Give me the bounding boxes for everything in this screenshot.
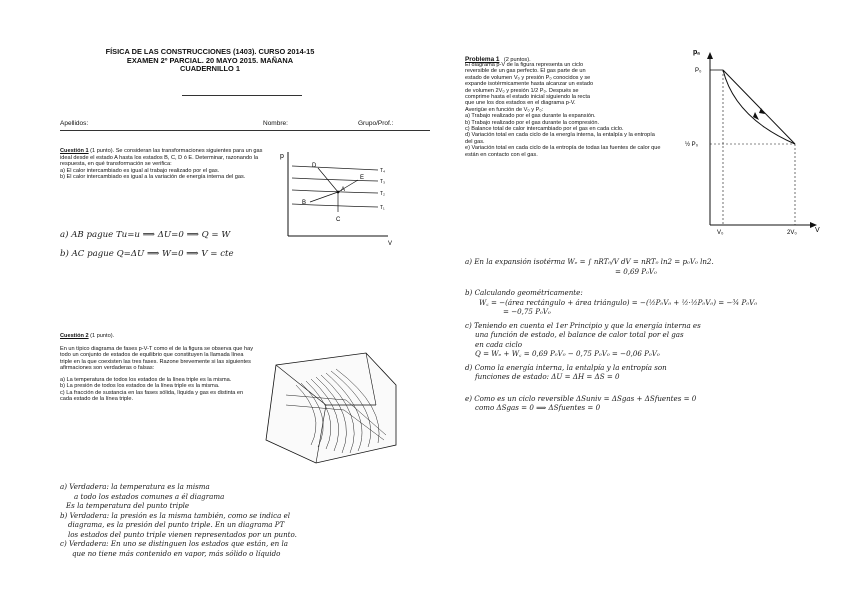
answer-d-line-2: funciones de estado: ΔU = ΔH = ΔS = 0 (475, 372, 620, 381)
q1-diagram-b: B (302, 200, 307, 206)
problem-line: a) Trabajo realizado por el gas durante la expansión. (465, 113, 596, 120)
q1-text: Se consideran las transformaciones siguientes para un gas ideal desde el estado A hasta los estados B, C, D ó E. Determinar, razonando la respuesta, en qué transformación se verifica: (60, 148, 263, 167)
q2-item-c: c) La fracción de sustancia en las fases sólida, líquida y gas es distinta en cada estado de la línea triple. (60, 389, 244, 402)
header-line-1: FÍSICA DE LAS CONSTRUCCIONES (1403). CURSO 2014-15 (105, 47, 315, 56)
q1-pv-diagram (278, 146, 398, 246)
q1-diagram-e: E (360, 175, 365, 181)
answer-b-line-3: = −0,75 P₀V₀ (503, 307, 551, 316)
answer-c-line-2: una función de estado, el balance de calor total por el gas (475, 330, 684, 339)
q1-diagram-p-label: p (280, 153, 284, 160)
problem-line: expande isotérmicamente hasta alcanzar un estado (465, 81, 594, 88)
answer-b-line-2: W꜀ = −(área rectángulo + área triángulo) = −(½P₀V₀ + ½·½P₀V₀) = −¾ P₀V₀ (479, 297, 758, 307)
fields-underline (60, 130, 430, 131)
q2-text: En un típico diagrama de fases p-V-T como el de la figura se observa que hay todo un conjunto de estados de equilibrio que constituyen la llamada línea triple en la que coexisten las tres fases. Razone brevemente si las siguientes afirmaciones son verdaderas o falsas: (60, 345, 253, 371)
problem-1-points: (2 puntos). (503, 57, 531, 63)
problem-pv-diagram (675, 40, 825, 240)
answer-a-line-1: a) En la expansión isotérma Wₑ = ∫ nRT₀/V dV = nRT₀ ln2 = p₀V₀ ln2. (465, 257, 714, 266)
q1-diagram-v-label: V (388, 241, 393, 246)
q2-answer-c1: c) Verdadera: En uno se distinguen los estados que están, en la (60, 539, 288, 548)
pv-v-axis-label: V (815, 227, 820, 234)
q1-diagram-c: C (336, 217, 341, 223)
problem-line: estado de volumen V₀ y presión P₀ conocidos y se (465, 74, 591, 81)
answer-a-line-2: = 0,69 P₀V₀ (615, 266, 657, 276)
q1-points: (1 punto). (90, 148, 115, 154)
q1-diagram-t2: T₂ (380, 191, 385, 197)
problem-line: de volumen 2V₀ y presión 1/2 P₀. Después se (465, 87, 579, 94)
field-nombre: Nombre: (263, 120, 288, 127)
pv-half-p0-label: ½ P₀ (685, 142, 699, 148)
q2-item-b: b) La presión de todos los estados de la línea triple es la misma. (60, 383, 220, 389)
problem-1-title: Problema 1 (465, 56, 500, 63)
question-1 (60, 148, 270, 181)
q1-item-b: b) El calor intercambiado es igual a la variación de energía interna del gas. (60, 174, 246, 180)
answer-c-line-3: en cada ciclo (475, 339, 523, 349)
pv-2v0-label: 2V₀ (787, 230, 797, 236)
answer-b-line-1: b) Calculando geométricamente: (465, 288, 583, 297)
field-grupo: Grupo/Prof.: (358, 120, 394, 127)
q2-points: (1 punto). (90, 333, 115, 339)
problem-1-answers (465, 257, 835, 413)
problem-line: c) Balance total de calor intercambiado por el gas en cada ciclo. (465, 126, 624, 133)
question-2 (60, 333, 256, 403)
q2-pvt-diagram (256, 345, 406, 470)
q2-answer-b3: los estados del punto triple vienen representados por un punto. (68, 529, 297, 539)
q1-diagram-t4: T₄ (380, 168, 386, 174)
problem-line: d) Variación total en cada ciclo de la energía interna, la entalpía y la entropía del gas. (465, 132, 655, 145)
problem-line: comprime hasta el estado inicial siguiendo la recta (465, 94, 590, 101)
q2-answer-c2: que no tiene más contenido en vapor, más sólido o líquido (72, 548, 281, 558)
exam-header (95, 48, 325, 74)
q2-title: Cuestión 2 (60, 333, 89, 339)
q2-answer-b2: diagrama, es la presión del punto triple. En un diagrama PT (68, 520, 285, 529)
answer-c-line-1: c) Teniendo en cuenta el 1er Principio y que la energía interna es (465, 320, 701, 330)
answer-e-line-2: como ΔSgas = 0 ⟹ ΔSfuentes = 0 (475, 403, 601, 412)
header-line-2: EXAMEN 2º PARCIAL. 20 MAYO 2015. MAÑANA (126, 55, 294, 65)
q1-answer-b: b) AC pague Q=ΔU ⟹ W=0 ⟹ V = cte (60, 249, 234, 259)
pv-v0-label: V₀ (717, 230, 724, 236)
field-apellidos: Apellidos: (60, 120, 89, 127)
answer-e-line-1: e) Como es un ciclo reversible ΔSuniv = ΔSgas + ΔSfuentes = 0 (465, 393, 697, 403)
answer-d-line-1: d) Como la energía interna, la entalpía y la entropía son (465, 362, 667, 372)
answer-c-line-4: Q = Wₑ + W꜀ = 0,69 P₀V₀ − 0,75 P₀V₀ = −0,06 P₀V₀ (475, 349, 660, 358)
q2-item-a: a) La temperatura de todos los estados de la línea triple es la misma. (60, 376, 232, 383)
q1-diagram-d: D (312, 163, 317, 169)
pv-p-axis-label: pₐ (693, 49, 700, 56)
q1-title: Cuestión 1 (60, 148, 89, 154)
q1-item-a: a) El calor intercambiado es igual al trabajo realizado por el gas. (60, 167, 220, 174)
problem-line: reversible de un gas perfecto. El gas parte de un (465, 68, 586, 75)
problem-line: e) Variación total en cada ciclo de la entropía de todas las fuentes de calor que están en contacto con el gas. (465, 145, 661, 158)
problem-line: El diagrama p-V de la figura representa un ciclo (465, 62, 584, 68)
problem-1-statement (465, 62, 663, 158)
problem-line: Averigüe en función de V₀ y P₀: (465, 106, 544, 113)
pv-p0-label: P₀ (695, 68, 702, 74)
problem-line: b) Trabajo realizado por el gas durante la compresión. (465, 119, 600, 126)
q2-answers (60, 482, 400, 558)
q2-answer-a1: a) Verdadera: la temperatura es la misma (60, 482, 210, 491)
q1-diagram-t3: T₃ (380, 179, 386, 185)
header-line-3: CUADERNILLO 1 (180, 64, 240, 73)
q2-answer-b1: b) Verdadera: la presión es la misma también, como se indica el (60, 510, 291, 520)
q1-diagram-t1: T₁ (380, 205, 385, 211)
q1-answer-a: a) AB pague Tu=u ⟹ ΔU=0 ⟹ Q = W (60, 230, 231, 240)
problem-line: que une los dos estados en el diagrama p-V. (465, 100, 576, 107)
q1-diagram-a: A (341, 187, 346, 193)
header-underline (182, 95, 302, 96)
q2-answer-a2: a todo los estados comunes a él diagrama (74, 491, 225, 501)
q2-answer-a3: Es la temperatura del punto triple (66, 501, 190, 510)
